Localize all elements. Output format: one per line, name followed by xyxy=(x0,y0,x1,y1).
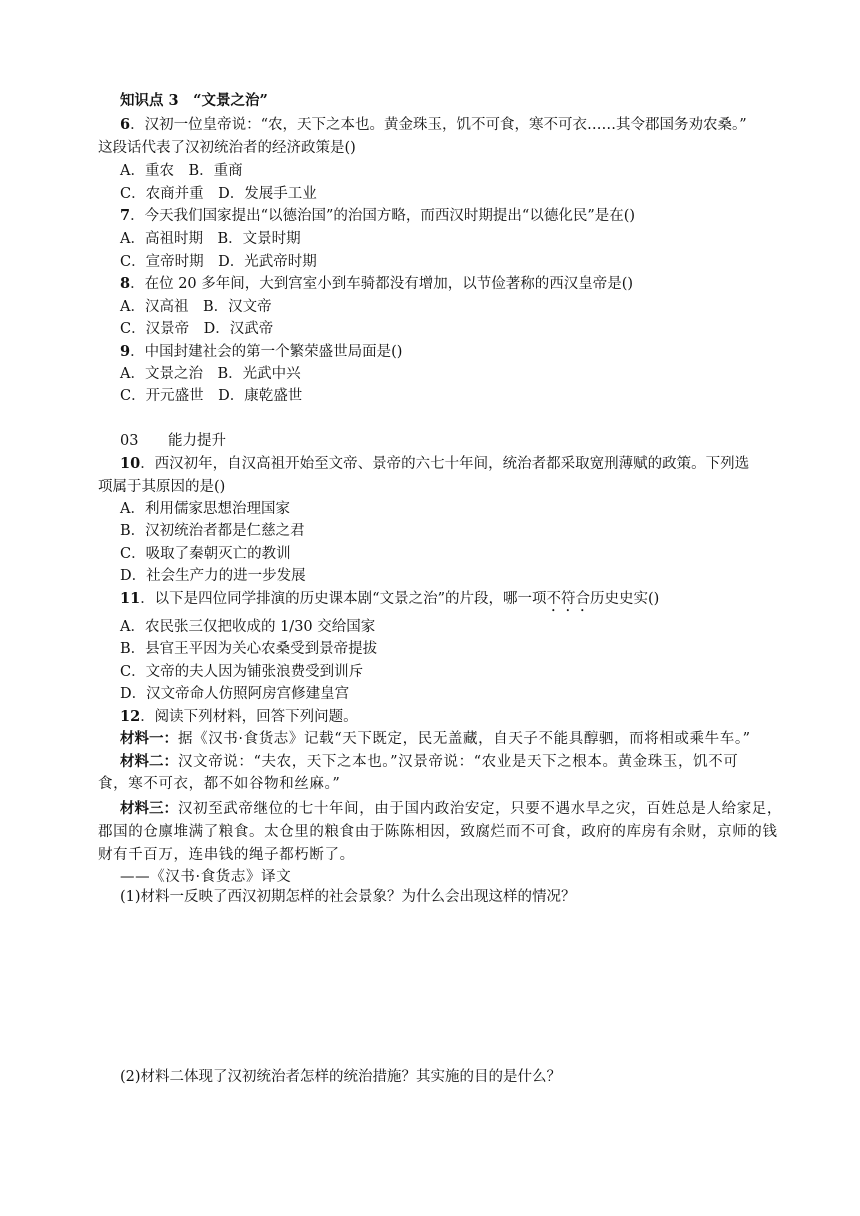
question-10 xyxy=(120,454,749,474)
question-text: ．在位 20 多年间，大到宫室小到车骑都没有增加，以节俭著称的西汉皇帝是() xyxy=(130,276,634,292)
question-10-continued: 项属于其原因的是() xyxy=(98,479,226,495)
question-number: 11 xyxy=(120,590,141,607)
question-text-end: 历史史实() xyxy=(590,591,660,607)
material-3-continued-1: 郡国的仓廪堆满了粮食。太仓里的粮食由于陈陈相因，致腐烂而不可食，政府的库房有余财，京师的钱 xyxy=(98,824,778,840)
question-6-options-cd: C．农商并重 D．发展手工业 xyxy=(120,186,317,202)
section-title: 能力提升 xyxy=(168,433,226,449)
section-heading-3: 知识点 3 “文景之治” xyxy=(120,92,268,109)
question-text: ．中国封建社会的第一个繁荣盛世局面是() xyxy=(130,344,403,360)
material-label: 材料一： xyxy=(120,730,178,747)
question-text: ．以下是四位同学排演的历史课本剧“文景之治”的片段，哪一项 xyxy=(140,591,547,607)
question-6-continued: 这段话代表了汉初统治者的经济政策是() xyxy=(98,140,356,156)
material-source: ——《汉书·食货志》译文 xyxy=(120,869,292,885)
question-number: 8 xyxy=(120,275,131,292)
question-text: ．汉初一位皇帝说：“农，天下之本也。黄金珠玉，饥不可食，寒不可衣……其令郡国务劝农桑。” xyxy=(130,117,747,133)
section-heading-03 xyxy=(120,431,226,451)
question-10-option-a: A．利用儒家思想治理国家 xyxy=(120,501,290,517)
material-text: 汉文帝说：“夫农，天下之本也。”汉景帝说：“农业是天下之根本。黄金珠玉，饥不可 xyxy=(178,754,739,770)
question-text: ．西汉初年，自汉高祖开始至文帝、景帝的六七十年间，统治者都采取宽刑薄赋的政策。下列选 xyxy=(140,456,750,472)
question-10-option-d: D．社会生产力的进一步发展 xyxy=(120,568,306,584)
question-text: ．阅读下列材料，回答下列问题。 xyxy=(140,709,358,725)
question-10-option-b: B．汉初统治者都是仁慈之君 xyxy=(120,523,305,539)
question-11-option-c: C．文帝的夫人因为铺张浪费受到训斥 xyxy=(120,664,364,680)
question-7-options-ab: A．高祖时期 B．文景时期 xyxy=(120,231,301,247)
question-11-option-a: A．农民张三仅把收成的 1/30 交给国家 xyxy=(120,619,376,635)
question-number: 7 xyxy=(120,207,131,224)
question-11-option-b: B．县官王平因为关心农桑受到景帝提拔 xyxy=(120,641,378,657)
material-text: 汉初至武帝继位的七十年间，由于国内政治安定，只要不遇水旱之灾，百姓总是人给家足， xyxy=(178,801,782,817)
question-9-options-cd: C．开元盛世 D．康乾盛世 xyxy=(120,388,303,404)
question-number: 6 xyxy=(120,116,131,133)
question-number: 10 xyxy=(120,455,141,472)
question-number: 12 xyxy=(120,708,141,725)
question-8-options-ab: A．汉高祖 B．汉文帝 xyxy=(120,299,272,315)
emphasized-text: 不符合 xyxy=(546,591,591,607)
question-9-options-ab: A．文景之治 B．光武中兴 xyxy=(120,366,301,382)
question-11 xyxy=(120,589,659,615)
sub-question-2: (2)材料二体现了汉初统治者怎样的统治措施？其实施的目的是什么？ xyxy=(120,1069,562,1085)
question-9 xyxy=(120,342,402,362)
material-2 xyxy=(120,752,738,772)
question-text: ．今天我们国家提出“以德治国”的治国方略，而西汉时期提出“以德化民”是在() xyxy=(130,208,636,224)
question-12 xyxy=(120,707,358,727)
question-11-option-d: D．汉文帝命人仿照阿房宫修建皇宫 xyxy=(120,686,350,702)
question-number: 9 xyxy=(120,343,131,360)
question-8 xyxy=(120,274,633,294)
question-6-options-ab: A．重农 B．重商 xyxy=(120,163,243,179)
question-7-options-cd: C．宣帝时期 D．光武帝时期 xyxy=(120,254,317,270)
sub-question-1: (1)材料一反映了西汉初期怎样的社会景象？为什么会出现这样的情况？ xyxy=(120,889,576,905)
question-10-option-c: C．吸取了秦朝灭亡的教训 xyxy=(120,546,291,562)
material-label: 材料二： xyxy=(120,753,178,770)
material-text: 据《汉书·食货志》记载“天下既定，民无盖藏，自天子不能具醇驷，而将相或乘牛车。” xyxy=(178,731,751,747)
section-number: 03 xyxy=(120,433,139,449)
material-3-continued-2: 财有千百万，连串钱的绳子都朽断了。 xyxy=(98,847,355,863)
material-1 xyxy=(120,729,751,749)
material-label: 材料三： xyxy=(120,800,178,817)
question-6 xyxy=(120,115,747,135)
material-3 xyxy=(120,799,782,819)
question-8-options-cd: C．汉景帝 D．汉武帝 xyxy=(120,321,274,337)
question-7 xyxy=(120,206,635,226)
material-2-continued: 食，寒不可衣，都不如谷物和丝麻。” xyxy=(98,776,341,792)
